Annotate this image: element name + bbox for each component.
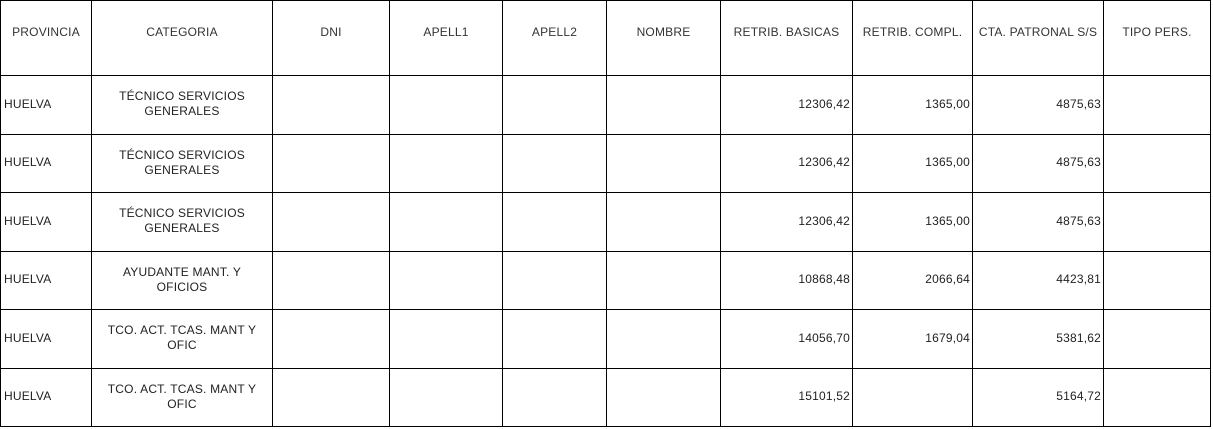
cell-dni — [273, 75, 390, 134]
table-row — [1, 309, 1210, 369]
cell-retrib-basicas: 12306,42 — [721, 75, 853, 134]
cell-apell2 — [503, 134, 607, 193]
cell-categoria: TCO. ACT. TCAS. MANT Y OFIC — [92, 368, 273, 427]
header-apell2: APELL2 — [503, 1, 607, 63]
cell-apell1 — [390, 309, 503, 368]
cell-tipo-pers — [1104, 75, 1210, 134]
spacer-cell — [607, 63, 721, 75]
cell-dni — [273, 309, 390, 368]
cell-provincia: HUELVA — [1, 134, 92, 193]
cell-apell2 — [503, 251, 607, 310]
cell-retrib-compl: 2066,64 — [853, 251, 973, 310]
cell-provincia: HUELVA — [1, 75, 92, 134]
table-grid — [1, 1, 1210, 426]
cell-apell1 — [390, 134, 503, 193]
header-apell1: APELL1 — [390, 1, 503, 63]
cell-cta-patronal: 5381,62 — [973, 309, 1104, 368]
cell-retrib-basicas: 15101,52 — [721, 368, 853, 427]
cell-retrib-compl: 1679,04 — [853, 309, 973, 368]
cell-tipo-pers — [1104, 134, 1210, 193]
cell-retrib-compl — [853, 368, 973, 427]
cell-dni — [273, 134, 390, 193]
table-row — [1, 251, 1210, 311]
cell-apell2 — [503, 192, 607, 251]
cell-apell1 — [390, 368, 503, 427]
spacer-cell — [973, 63, 1104, 75]
spacer-cell — [503, 63, 607, 75]
cell-dni — [273, 368, 390, 427]
cell-retrib-basicas: 12306,42 — [721, 192, 853, 251]
header-retrib-compl: RETRIB. COMPL. — [853, 1, 973, 63]
cell-apell1 — [390, 192, 503, 251]
cell-retrib-basicas: 10868,48 — [721, 251, 853, 310]
cell-apell2 — [503, 75, 607, 134]
cell-nombre — [607, 368, 721, 427]
cell-cta-patronal: 5164,72 — [973, 368, 1104, 427]
cell-nombre — [607, 251, 721, 310]
header-dni: DNI — [273, 1, 390, 63]
header-tipo-pers: TIPO PERS. — [1122, 24, 1192, 39]
table-row — [1, 134, 1210, 194]
cell-retrib-compl: 1365,00 — [853, 134, 973, 193]
cell-nombre — [607, 134, 721, 193]
cell-provincia: HUELVA — [1, 368, 92, 427]
cell-nombre — [607, 75, 721, 134]
cell-cta-patronal: 4423,81 — [973, 251, 1104, 310]
table-row — [1, 368, 1210, 427]
cell-retrib-basicas: 14056,70 — [721, 309, 853, 368]
spacer-cell — [1104, 63, 1210, 75]
header-retrib-basicas: RETRIB. BASICAS — [721, 1, 853, 63]
cell-cta-patronal: 4875,63 — [973, 75, 1104, 134]
cell-categoria: TÉCNICO SERVICIOS GENERALES — [92, 75, 273, 134]
cell-retrib-compl: 1365,00 — [853, 192, 973, 251]
cell-categoria: TÉCNICO SERVICIOS GENERALES — [92, 134, 273, 193]
table-row — [1, 75, 1210, 135]
spacer-cell — [721, 63, 853, 75]
header-provincia: PROVINCIA — [1, 1, 92, 63]
spacer-cell — [273, 63, 390, 75]
header-nombre: NOMBRE — [607, 1, 721, 63]
cell-provincia: HUELVA — [1, 192, 92, 251]
spacer-cell — [1, 63, 92, 75]
table-row — [1, 192, 1210, 252]
cell-tipo-pers — [1104, 251, 1210, 310]
cell-apell2 — [503, 309, 607, 368]
cell-dni — [273, 192, 390, 251]
cell-apell1 — [390, 251, 503, 310]
table-header-row — [1, 1, 1210, 64]
cell-nombre — [607, 192, 721, 251]
spacer-cell — [92, 63, 273, 75]
cell-nombre — [607, 309, 721, 368]
cell-cta-patronal: 4875,63 — [973, 192, 1104, 251]
cell-tipo-pers — [1104, 192, 1210, 251]
spacer-cell — [390, 63, 503, 75]
spacer-cell — [853, 63, 973, 75]
cell-categoria: AYUDANTE MANT. Y OFICIOS — [92, 251, 273, 310]
cell-cta-patronal: 4875,63 — [973, 134, 1104, 193]
cell-dni — [273, 251, 390, 310]
cell-tipo-pers — [1104, 309, 1210, 368]
cell-apell1 — [390, 75, 503, 134]
cell-provincia: HUELVA — [1, 309, 92, 368]
header-categoria: CATEGORIA — [92, 1, 273, 63]
cell-retrib-basicas: 12306,42 — [721, 134, 853, 193]
cell-apell2 — [503, 368, 607, 427]
cell-categoria: TÉCNICO SERVICIOS GENERALES — [92, 192, 273, 251]
cell-categoria: TCO. ACT. TCAS. MANT Y OFIC — [92, 309, 273, 368]
header-cta-patronal: CTA. PATRONAL S/S — [973, 1, 1104, 63]
cell-tipo-pers — [1104, 368, 1210, 427]
cell-retrib-compl: 1365,00 — [853, 75, 973, 134]
cell-provincia: HUELVA — [1, 251, 92, 310]
